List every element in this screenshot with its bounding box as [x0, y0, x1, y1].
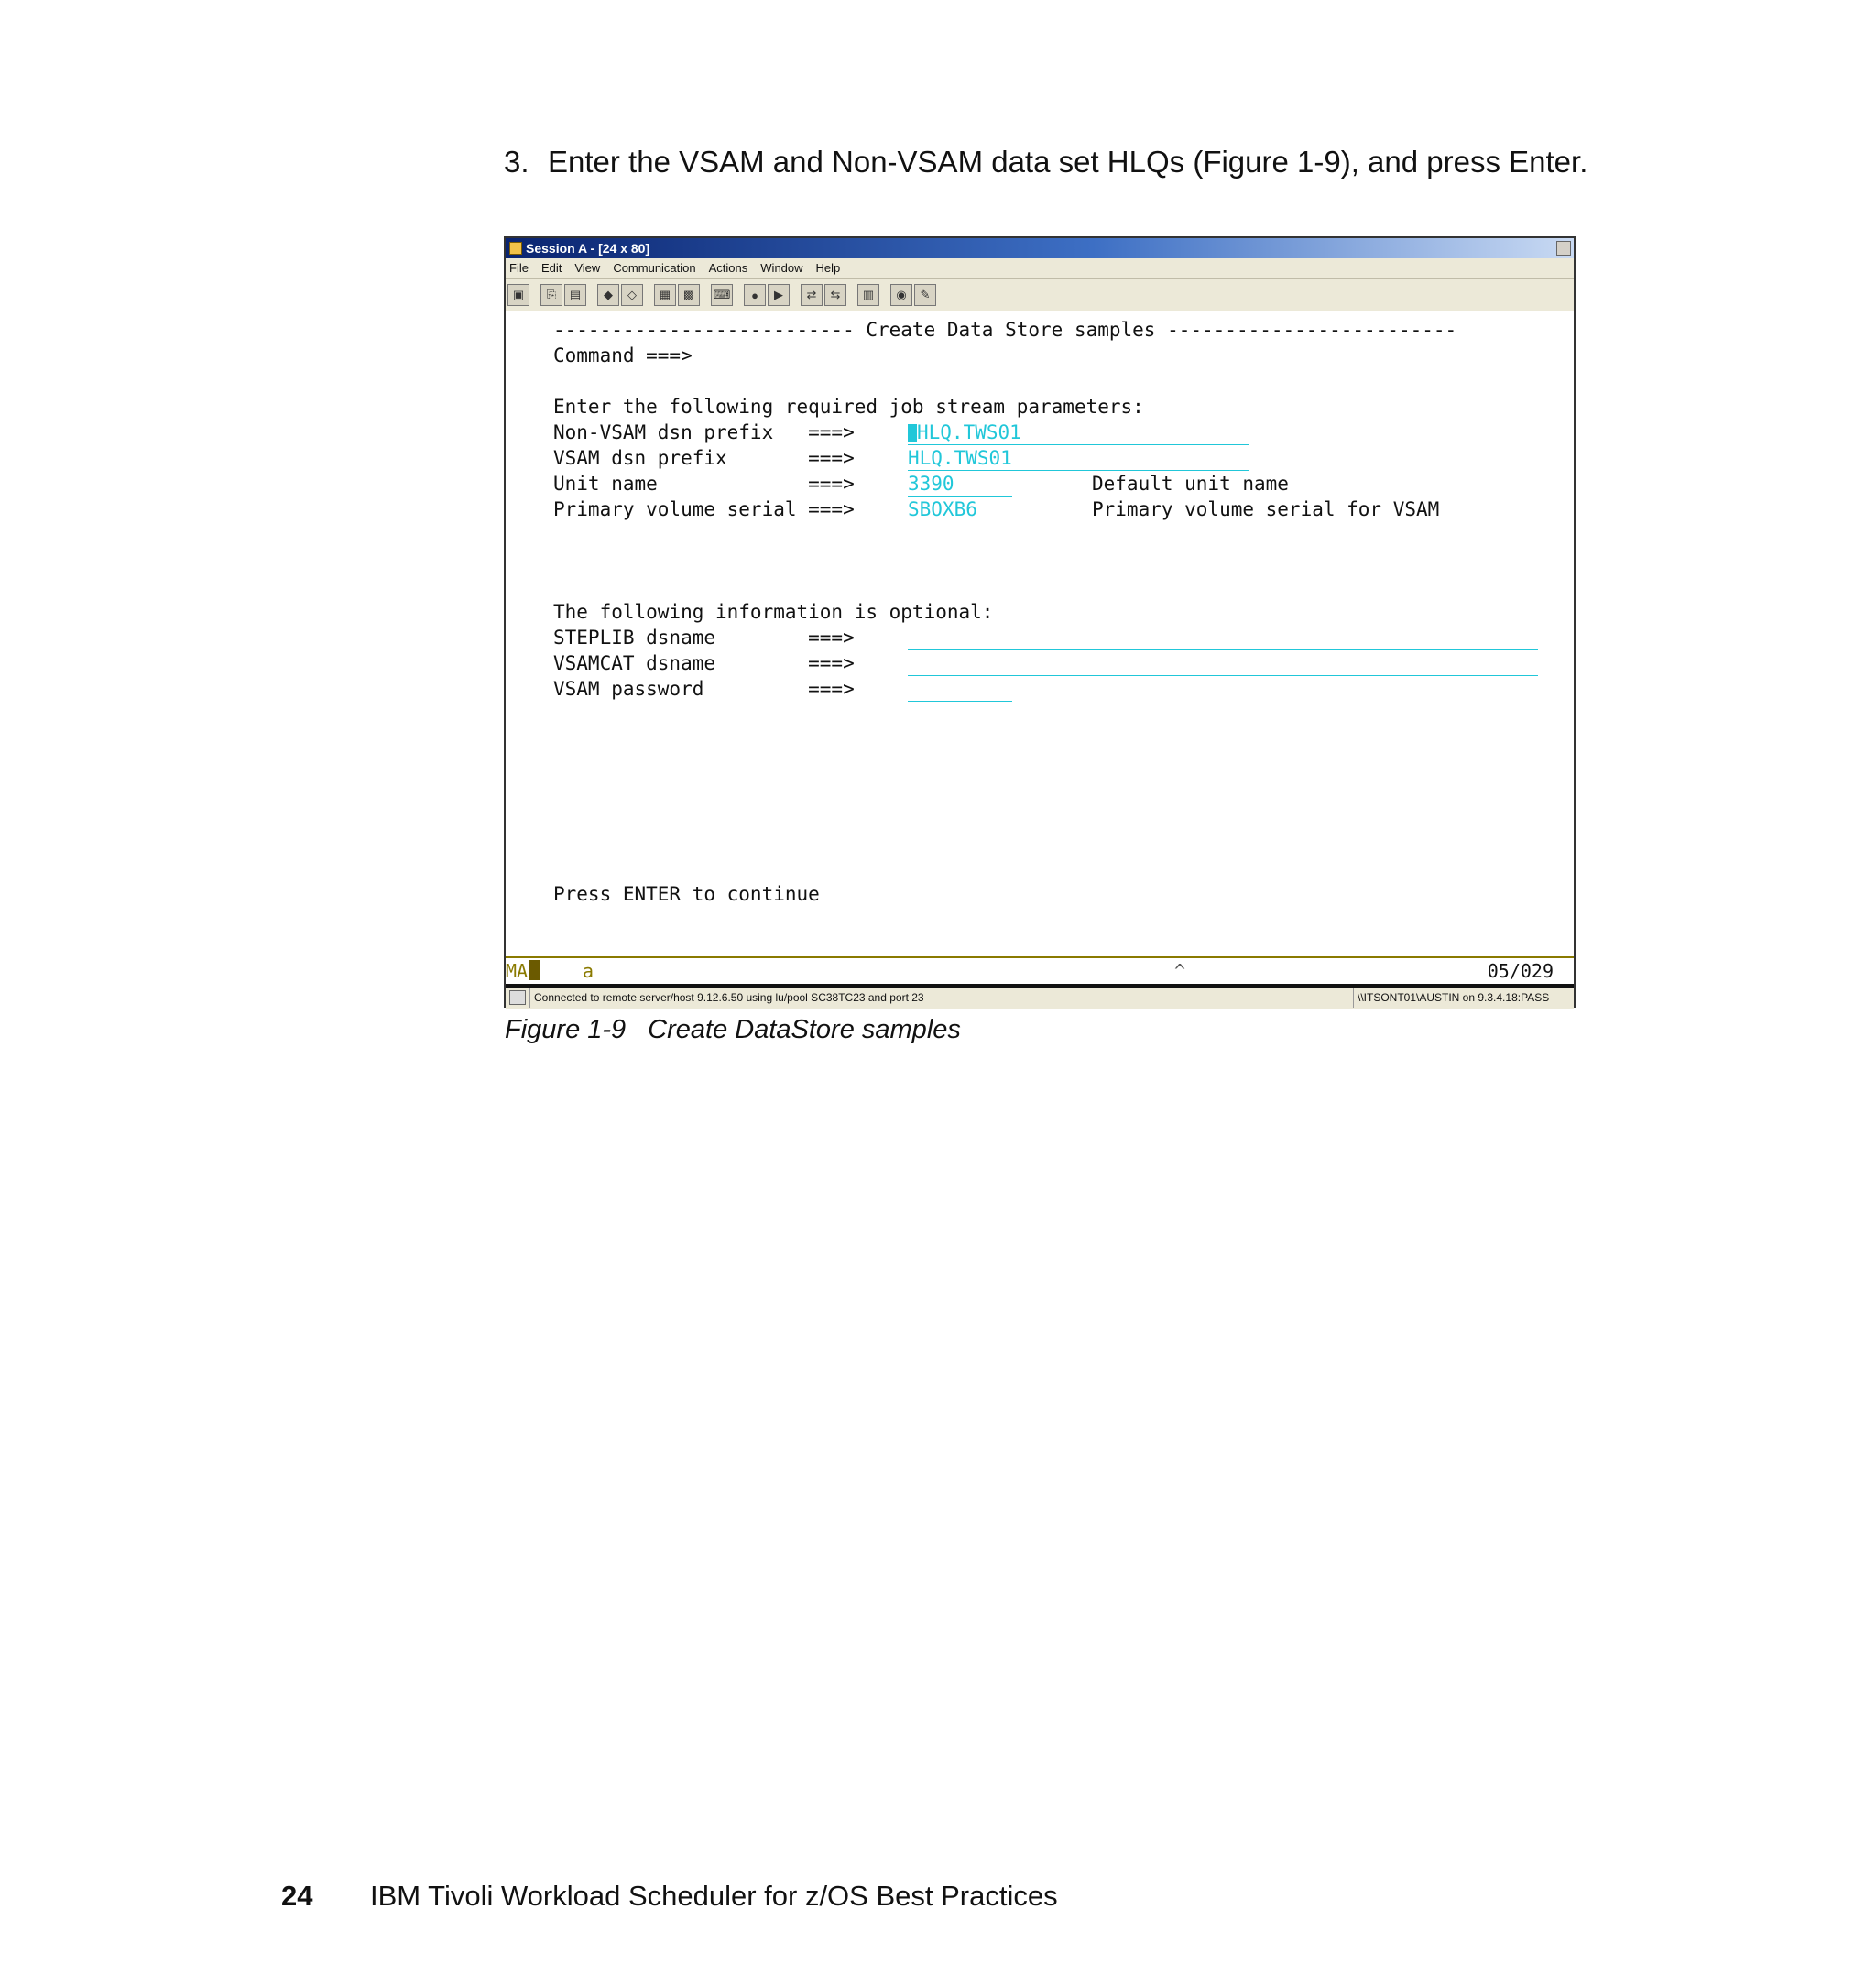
steplib-input[interactable]	[908, 625, 1538, 650]
play-macro-icon[interactable]: ▶	[768, 284, 790, 306]
oia-indicator: a	[583, 960, 594, 982]
edit-pencil-icon[interactable]: ✎	[914, 284, 936, 306]
oia-caret: ^	[1174, 960, 1186, 982]
oia-block-icon	[529, 960, 540, 980]
menu-help[interactable]: Help	[815, 261, 841, 275]
print-screen-icon[interactable]: ▣	[507, 284, 529, 306]
unit-name-input[interactable]: 3390	[908, 471, 1012, 496]
vsam-label: VSAM dsn prefix ===>	[553, 447, 855, 469]
window-title: Session A - [24 x 80]	[526, 241, 650, 256]
copy-icon[interactable]: ⎘	[540, 284, 562, 306]
display-setup-icon[interactable]: ▦	[654, 284, 676, 306]
required-heading: Enter the following required job stream parameters:	[553, 396, 1144, 418]
minimize-button[interactable]	[1556, 241, 1571, 256]
figure-caption	[505, 1015, 961, 1045]
printer-status: \\ITSONT01\AUSTIN on 9.3.4.18:PASS	[1353, 988, 1549, 1008]
vsamcat-label: VSAMCAT dsname ===>	[553, 652, 855, 674]
menu-view[interactable]: View	[574, 261, 601, 275]
status-bar	[506, 984, 1574, 1009]
nonvsam-prefix-value: HLQ.TWS01	[917, 421, 1021, 443]
password-label: VSAM password ===>	[553, 678, 855, 700]
menu-edit[interactable]: Edit	[540, 261, 562, 275]
toolbar	[506, 279, 1574, 312]
book-title: IBM Tivoli Workload Scheduler for z/OS Best Practices	[370, 1880, 1058, 1912]
press-enter-message: Press ENTER to continue	[553, 883, 820, 905]
text-cursor	[908, 424, 917, 442]
vsam-password-input[interactable]	[908, 676, 1012, 702]
session-icon	[509, 242, 522, 255]
menu-file[interactable]: File	[509, 261, 529, 275]
title-bar	[506, 238, 1574, 258]
volume-serial-input[interactable]: SBOXB6	[908, 498, 977, 520]
menu-communication[interactable]: Communication	[613, 261, 696, 275]
menu-bar	[506, 258, 1574, 279]
terminal-screen	[506, 311, 1574, 905]
steplib-label: STEPLIB dsname ===>	[553, 627, 855, 649]
emulator-window	[504, 236, 1576, 1008]
connection-status: Connected to remote server/host 9.12.6.50 using lu/pool SC38TC23 and port 23	[529, 988, 924, 1008]
disconnect-icon[interactable]: ⇆	[824, 284, 846, 306]
volume-label: Primary volume serial ===>	[553, 498, 855, 520]
unit-hint: Default unit name	[1092, 473, 1289, 495]
figure-title: Create DataStore samples	[648, 1015, 961, 1044]
figure-number: Figure 1-9	[505, 1015, 627, 1044]
globe-icon[interactable]: ◉	[890, 284, 912, 306]
cursor-position: 05/029	[1487, 960, 1554, 982]
step-number: 3.	[504, 145, 529, 179]
step-text: Enter the VSAM and Non-VSAM data set HLQs (Figure 1-9), and press Enter.	[548, 145, 1588, 179]
vsamcat-input[interactable]	[908, 650, 1538, 676]
record-macro-icon[interactable]: ●	[744, 284, 766, 306]
connect-icon[interactable]: ⇄	[801, 284, 823, 306]
vsam-prefix-input[interactable]: HLQ.TWS01	[908, 445, 1249, 471]
instruction-step	[504, 145, 1587, 180]
receive-file-icon[interactable]: ◇	[621, 284, 643, 306]
operator-info-area	[506, 956, 1574, 986]
color-map-icon[interactable]: ▩	[678, 284, 700, 306]
page-number: 24	[281, 1880, 313, 1912]
optional-heading: The following information is optional:	[553, 601, 994, 623]
panel-header: -------------------------- Create Data Store samples -------------------------	[553, 319, 1457, 341]
unit-label: Unit name ===>	[553, 473, 855, 495]
clipboard-icon[interactable]: ▥	[857, 284, 879, 306]
menu-actions[interactable]: Actions	[708, 261, 748, 275]
volume-hint: Primary volume serial for VSAM	[1092, 498, 1440, 520]
nonvsam-prefix-input[interactable]	[908, 420, 1249, 445]
menu-window[interactable]: Window	[760, 261, 803, 275]
keyboard-map-icon[interactable]: ⌨	[711, 284, 733, 306]
nonvsam-label: Non-VSAM dsn prefix ===>	[553, 421, 855, 443]
command-label: Command ===>	[553, 344, 693, 366]
paste-icon[interactable]: ▤	[564, 284, 586, 306]
connection-icon	[509, 990, 526, 1005]
send-file-icon[interactable]: ◆	[597, 284, 619, 306]
oia-mode: MA	[506, 960, 529, 982]
